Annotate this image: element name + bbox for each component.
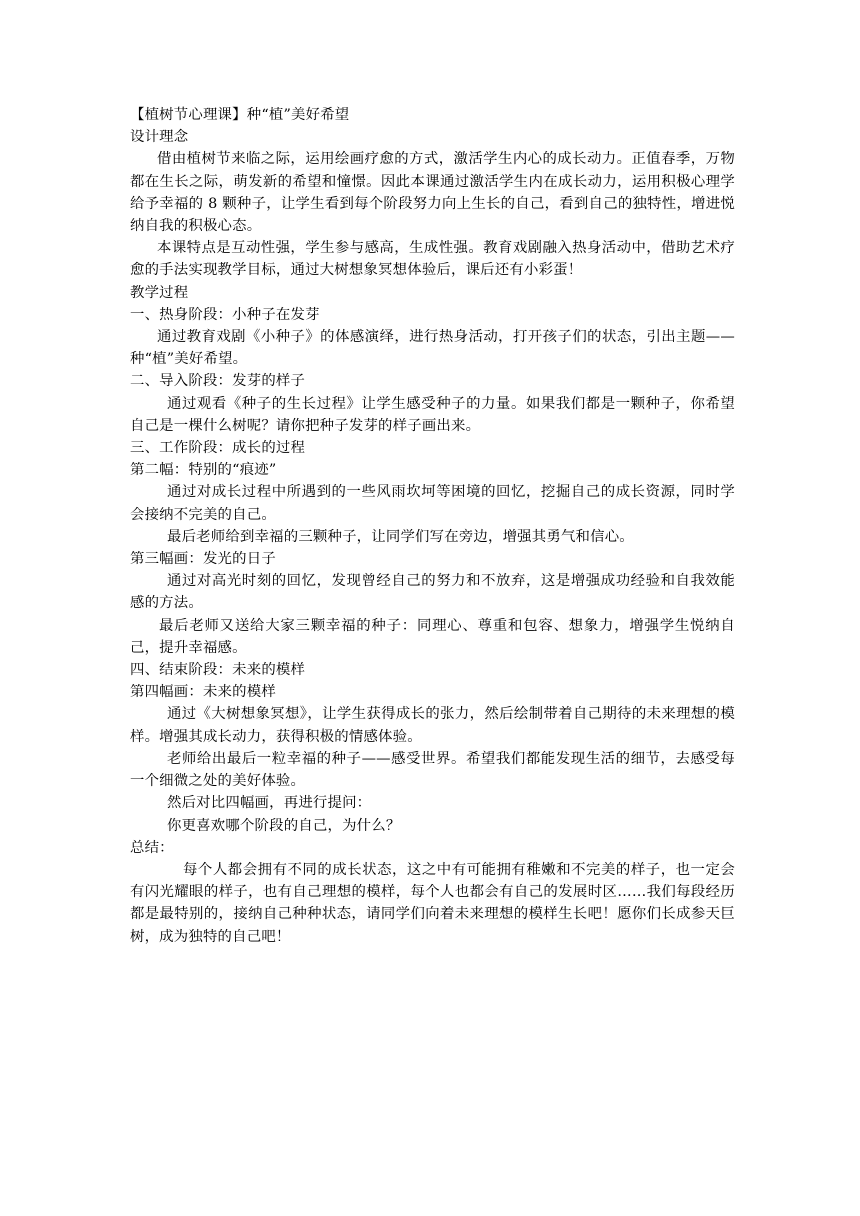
paragraph: 借由植树节来临之际，运用绘画疗愈的方式，激活学生内心的成长动力。正值春季，万物都在生长之际，萌发新的希望和憧憬。因此本课通过激活学生内在成长动力，运用积极心理学给予幸福的 8 颗种子，让学生看到每个阶段努力向上生长的自己，看到自己的独特性，增进悦纳自我的积极心态。 [130, 151, 735, 235]
section-heading: 第四幅画：未来的模样 [130, 684, 276, 701]
paragraph: 通过教育戏剧《小种子》的体感演绎，进行热身活动，打开孩子们的状态，引出主题——种“植”美好希望。 [130, 329, 735, 368]
paragraph: 最后老师又送给大家三颗幸福的种子：同理心、尊重和包容、想象力，增强学生悦纳自己，提升幸福感。 [130, 617, 735, 656]
paragraph: 本课特点是互动性强，学生参与感高，生成性强。教育戏剧融入热身活动中，借助艺术疗愈的手法实现教学目标，通过大树想象冥想体验后，课后还有小彩蛋！ [130, 240, 735, 279]
paragraph: 通过观看《种子的生长过程》让学生感受种子的力量。如果我们都是一颗种子，你希望自己是一棵什么树呢？请你把种子发芽的样子画出来。 [130, 395, 735, 434]
paragraph: 通过对高光时刻的回忆，发现曾经自己的努力和不放弃，这是增强成功经验和自我效能感的方法。 [130, 573, 735, 612]
section-heading: 设计理念 [130, 129, 189, 146]
paragraph: 通过《大树想象冥想》，让学生获得成长的张力，然后绘制带着自己期待的未来理想的模样。增强其成长动力，获得积极的情感体验。 [130, 706, 735, 745]
paragraph: 然后对比四幅画，再进行提问： [167, 795, 372, 812]
document-body [130, 104, 735, 948]
paragraph: 老师给出最后一粒幸福的种子——感受世界。希望我们都能发现生活的细节，去感受每一个细微之处的美好体验。 [130, 750, 735, 790]
section-heading: 四、结束阶段：未来的模样 [130, 662, 306, 679]
section-heading: 总结： [130, 839, 174, 856]
document-title: 【植树节心理课】种“植”美好希望 [130, 107, 350, 123]
paragraph: 最后老师给到幸福的三颗种子，让同学们写在旁边，增强其勇气和信心。 [167, 528, 634, 545]
paragraph: 通过对成长过程中所遇到的一些风雨坎坷等困境的回忆，挖掘自己的成长资源，同时学会接纳不完美的自己。 [130, 484, 735, 523]
paragraph: 每个人都会拥有不同的成长状态，这之中有可能拥有稚嫩和不完美的样子，也一定会有闪光耀眼的样子，也有自己理想的模样，每个人也都会有自己的发展时区……我们每段经历都是最特别的，接纳自己种种状态，请同学们向着未来理想的模样生长吧！愿你们长成参天巨树，成为独特的自己吧！ [130, 861, 735, 945]
section-heading: 二、导入阶段：发芽的样子 [130, 373, 306, 390]
document-content [130, 126, 735, 948]
section-heading: 一、热身阶段：小种子在发芽 [130, 306, 320, 323]
section-heading: 三、工作阶段：成长的过程 [130, 440, 306, 457]
paragraph: 你更喜欢哪个阶段的自己，为什么？ [167, 817, 401, 834]
section-heading: 教学过程 [130, 284, 189, 301]
section-heading: 第三幅画：发光的日子 [130, 551, 276, 568]
section-heading: 第二幅：特别的“痕迹” [130, 462, 277, 479]
